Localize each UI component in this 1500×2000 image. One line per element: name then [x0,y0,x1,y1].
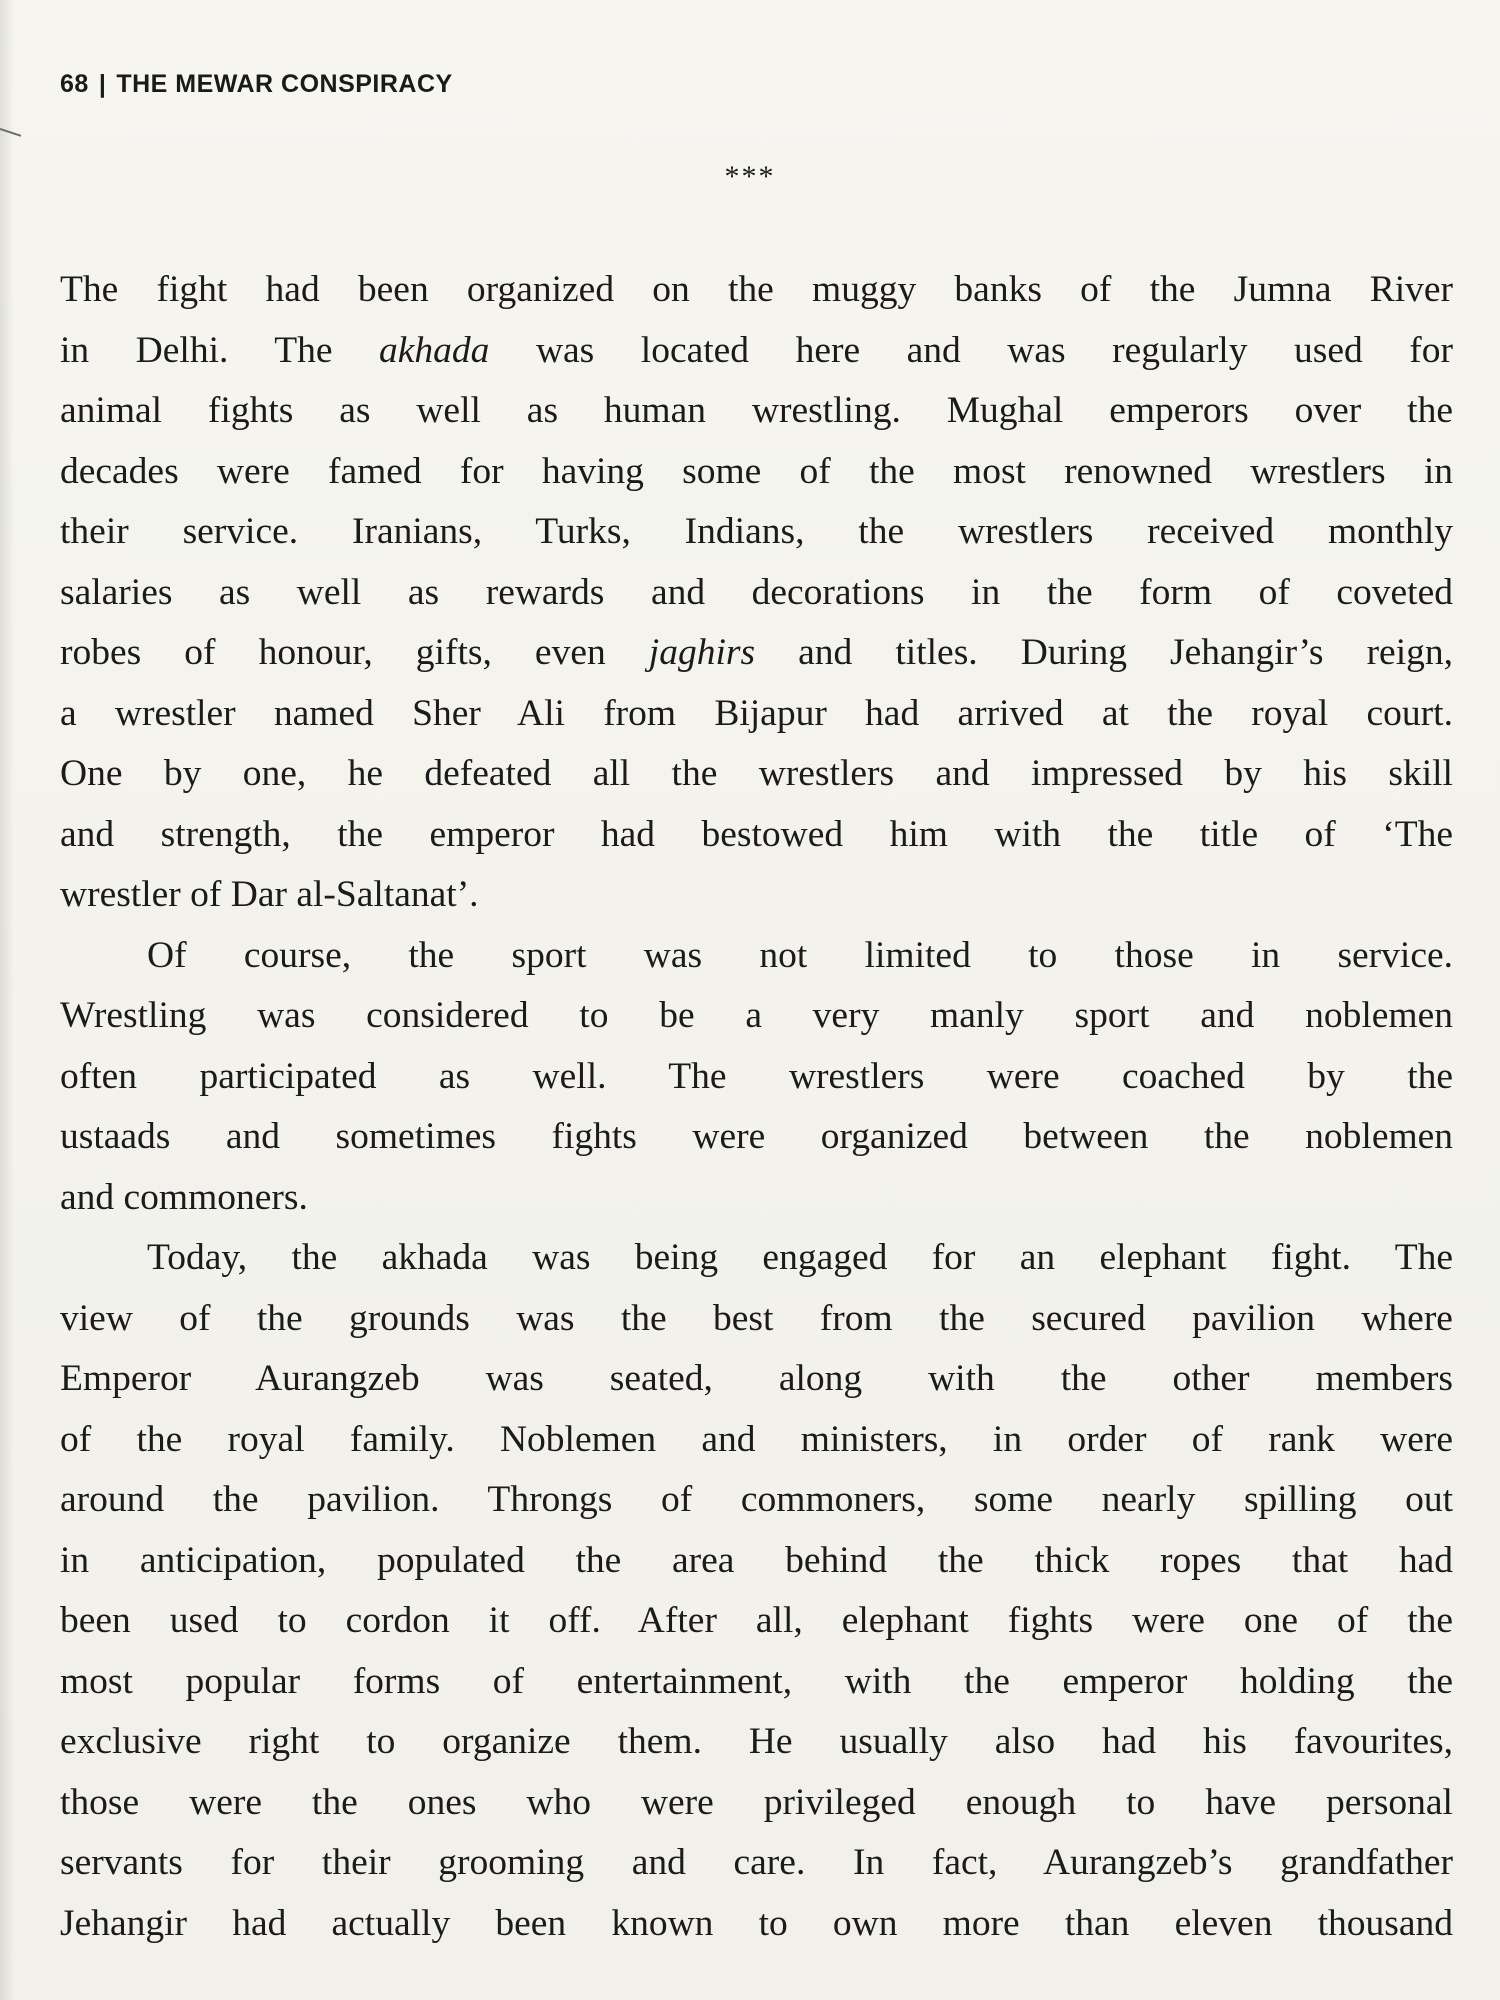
text-line: Emperor Aurangzeb was seated, along with the other members [60,1358,1453,1399]
text-line: those were the ones who were privileged enough to have personal [60,1781,1453,1823]
text-line: salaries as well as rewards and decorations in the form of coveted [60,571,1453,613]
text-line: Jehangir had actually been known to own more than eleven thousand [60,1902,1454,1944]
text-line: One by one, he defeated all the wrestlers and impressed by his skill [60,753,1453,794]
text-line: most popular forms of entertainment, with the emperor holding the [60,1660,1454,1702]
book-title: THE MEWAR CONSPIRACY [116,70,453,98]
text-line: around the pavilion. Throngs of commoners, some nearly spilling out [60,1479,1454,1520]
text-line: a wrestler named Sher Ali from Bijapur had arrived at the royal court. [60,692,1453,734]
text-line: in Delhi. The akhada was located here and was regularly used for [60,329,1453,371]
text-line: view of the grounds was the best from the secured pavilion where [60,1297,1453,1339]
text-line: of the royal family. Noblemen and ministers, in order of rank were [60,1418,1453,1460]
text-line: their service. Iranians, Turks, Indians, the wrestlers received monthly [60,511,1453,552]
text-line: Today, the akhada was being engaged for an elephant fight. The [147,1237,1453,1278]
running-head [60,70,453,99]
text-line: and commoners. [60,1176,308,1218]
paragraph [60,1228,1453,1954]
text-line: wrestler of Dar al-Saltanat’. [60,874,479,915]
text-line: Wrestling was considered to be a very manly sport and noblemen [60,995,1453,1036]
paragraph [60,260,1453,926]
page-gutter-shadow [0,0,14,2000]
text-line: animal fights as well as human wrestling. Mughal emperors over the [60,390,1453,431]
paragraph [60,926,1453,1229]
body-text [60,260,1453,1954]
text-line: often participated as well. The wrestlers were coached by the [60,1055,1454,1097]
header-separator: | [98,70,107,98]
text-line: ustaads and sometimes fights were organized between the noblemen [60,1116,1454,1157]
text-line: The fight had been organized on the muggy banks of the Jumna River [60,269,1454,310]
page-number: 68 [60,70,89,98]
scene-break: *** [724,160,776,193]
text-line: robes of honour, gifts, even jaghirs and titles. During Jehangir’s reign, [60,632,1453,673]
text-line: and strength, the emperor had bestowed him with the title of ‘The [60,813,1454,855]
text-line: servants for their grooming and care. In fact, Aurangzeb’s grandfather [60,1842,1453,1883]
text-line: been used to cordon it off. After all, elephant fights were one of the [60,1600,1454,1641]
text-line: in anticipation, populated the area behind the thick ropes that had [60,1539,1453,1581]
text-line: exclusive right to organize them. He usually also had his favourites, [60,1721,1454,1762]
text-line: Of course, the sport was not limited to those in service. [147,934,1454,976]
text-line: decades were famed for having some of the most renowned wrestlers in [60,450,1454,492]
